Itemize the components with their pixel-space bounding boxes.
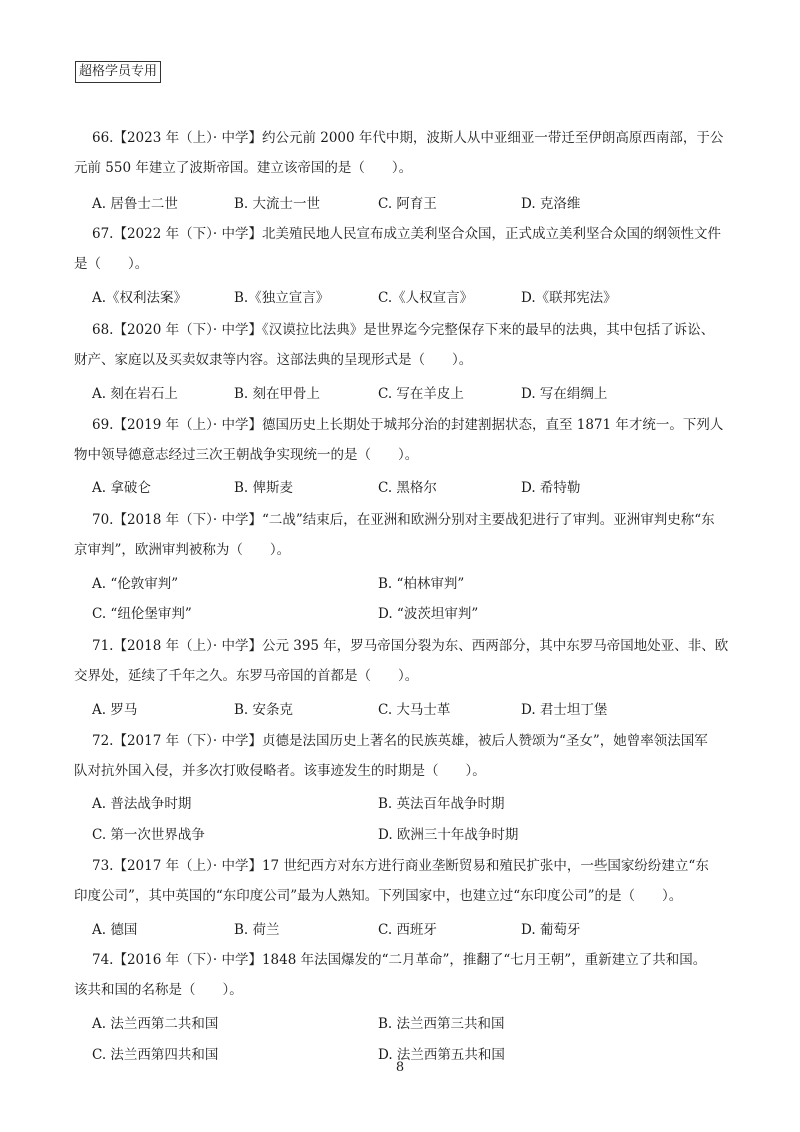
question-73-option-a[interactable]: A. 德国 [92, 922, 138, 938]
question-74-option-a[interactable]: A. 法兰西第二共和国 [92, 1016, 219, 1032]
question-70-option-b[interactable]: B. “柏林审判” [378, 576, 465, 592]
question-66-line-2: 元前 550 年建立了波斯帝国。建立该帝国的是（ ）。 [74, 160, 413, 176]
question-71-option-c[interactable]: C. 大马士革 [378, 702, 451, 718]
question-71-line-2: 交界处，延续了千年之久。东罗马帝国的首都是（ ）。 [74, 668, 419, 684]
question-68-option-a[interactable]: A. 刻在岩石上 [92, 386, 178, 402]
question-71-option-d[interactable]: D. 君士坦丁堡 [521, 702, 608, 718]
question-70-line-2: 京审判”，欧洲审判被称为（ ）。 [74, 542, 291, 558]
question-72-option-d[interactable]: D. 欧洲三十年战争时期 [378, 827, 519, 843]
question-71-option-a[interactable]: A. 罗马 [92, 702, 138, 718]
question-67-line-2: 是（ ）。 [74, 256, 149, 272]
question-67-option-a[interactable]: A.《权利法案》 [92, 290, 188, 306]
question-68-line-1: 68.【2020 年（下）· 中学】《汉谟拉比法典》是世界迄今完整保存下来的最早的法典，其中包括了诉讼、 [92, 322, 715, 338]
question-71-line-1: 71.【2018 年（上）· 中学】公元 395 年，罗马帝国分裂为东、西两部分，其中东罗马帝国地处亚、非、欧 [92, 638, 729, 654]
question-69-option-b[interactable]: B. 俾斯麦 [234, 480, 294, 496]
question-74-option-c[interactable]: C. 法兰西第四共和国 [92, 1047, 219, 1063]
question-74-option-b[interactable]: B. 法兰西第三共和国 [378, 1016, 505, 1032]
question-69-line-1: 69.【2019 年（上）· 中学】德国历史上长期处于城邦分治的封建割据状态，直至 1871 年才统一。下列人 [92, 417, 724, 433]
question-69-option-d[interactable]: D. 希特勒 [521, 480, 581, 496]
question-72-option-a[interactable]: A. 普法战争时期 [92, 796, 192, 812]
question-66-option-d[interactable]: D. 克洛维 [521, 196, 581, 212]
question-66-option-b[interactable]: B. 大流士一世 [234, 196, 321, 212]
question-66-option-c[interactable]: C. 阿育王 [378, 196, 437, 212]
question-69-line-2: 物中领导德意志经过三次王朝战争实现统一的是（ ）。 [74, 447, 419, 463]
question-72-option-b[interactable]: B. 英法百年战争时期 [378, 796, 505, 812]
question-72-line-1: 72.【2017 年（下）· 中学】贞德是法国历史上著名的民族英雄，被后人赞颂为“圣女”，她曾率领法国军 [92, 733, 708, 749]
question-67-option-c[interactable]: C.《人权宣言》 [378, 290, 474, 306]
question-68-line-2: 财产、家庭以及买卖奴隶等内容。这部法典的呈现形式是（ ）。 [74, 352, 473, 368]
question-74-line-2: 该共和国的名称是（ ）。 [74, 982, 243, 998]
question-71-option-b[interactable]: B. 安条克 [234, 702, 294, 718]
question-70-option-a[interactable]: A. “伦敦审判” [92, 576, 179, 592]
question-68-option-b[interactable]: B. 刻在甲骨上 [234, 386, 321, 402]
question-73-option-c[interactable]: C. 西班牙 [378, 922, 437, 938]
question-72-line-2: 队对抗外国入侵，并多次打败侵略者。该事迹发生的时期是（ ）。 [74, 763, 486, 779]
question-73-line-2: 印度公司”，其中英国的“东印度公司”最为人熟知。下列国家中，也建立过“东印度公司”的是（ ）。 [74, 888, 683, 904]
question-74-line-1: 74.【2016 年（下）· 中学】1848 年法国爆发的“二月革命”，推翻了“七月王朝”，重新建立了共和国。 [92, 952, 707, 968]
header-label: 超格学员专用 [75, 61, 161, 83]
question-73-option-d[interactable]: D. 葡萄牙 [521, 922, 581, 938]
question-68-option-c[interactable]: C. 写在羊皮上 [378, 386, 464, 402]
question-66-line-1: 66.【2023 年（上）· 中学】约公元前 2000 年代中期，波斯人从中亚细亚一带迁至伊朗高原西南部，于公 [92, 130, 724, 146]
question-70-line-1: 70.【2018 年（下）· 中学】“二战”结束后，在亚洲和欧洲分别对主要战犯进行了审判。亚洲审判史称“东 [92, 512, 715, 528]
question-67-line-1: 67.【2022 年（下）· 中学】北美殖民地人民宣布成立美利坚合众国，正式成立美利坚合众国的纲领性文件 [92, 226, 721, 242]
page-number: 8 [395, 1060, 405, 1075]
question-70-option-c[interactable]: C. “纽伦堡审判” [92, 606, 192, 622]
question-70-option-d[interactable]: D. “波茨坦审判” [378, 606, 479, 622]
question-69-option-a[interactable]: A. 拿破仑 [92, 480, 151, 496]
question-67-option-b[interactable]: B.《独立宣言》 [234, 290, 330, 306]
question-69-option-c[interactable]: C. 黑格尔 [378, 480, 437, 496]
question-73-line-1: 73.【2017 年（上）· 中学】17 世纪西方对东方进行商业垄断贸易和殖民扩张中，一些国家纷纷建立“东 [92, 858, 709, 874]
question-74-option-d[interactable]: D. 法兰西第五共和国 [378, 1047, 505, 1063]
question-66-option-a[interactable]: A. 居鲁士二世 [92, 196, 178, 212]
question-67-option-d[interactable]: D.《联邦宪法》 [521, 290, 617, 306]
question-68-option-d[interactable]: D. 写在绢绸上 [521, 386, 608, 402]
question-72-option-c[interactable]: C. 第一次世界战争 [92, 827, 205, 843]
question-73-option-b[interactable]: B. 荷兰 [234, 922, 280, 938]
